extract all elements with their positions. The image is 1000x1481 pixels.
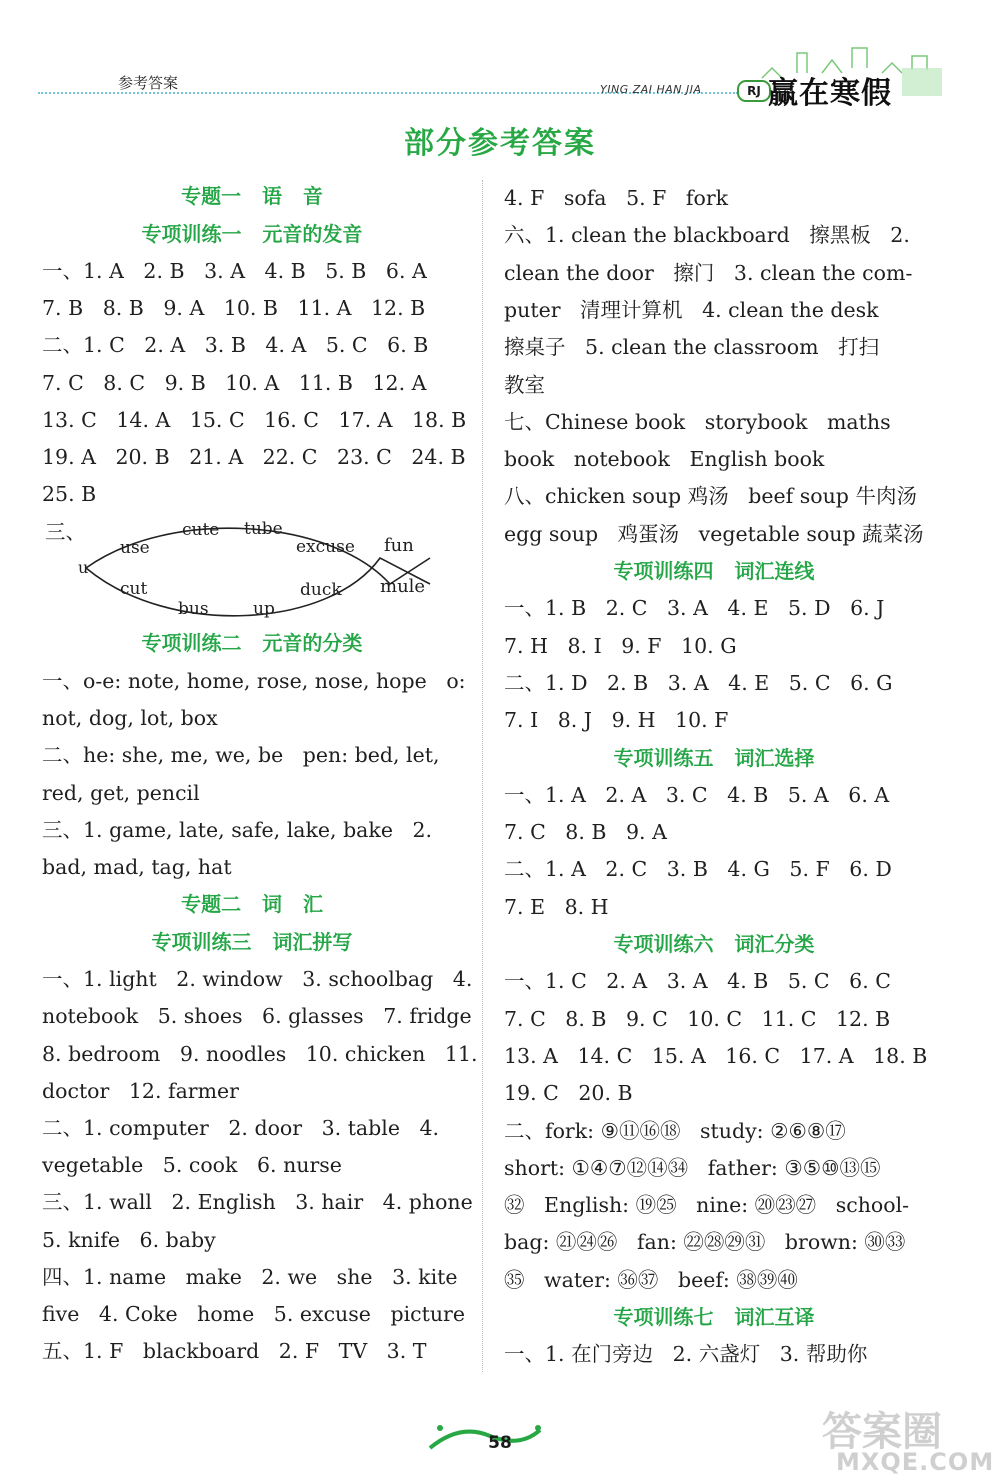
section-heading: 专项训练一 元音的发音 [141, 221, 363, 246]
answer-line: red, get, pencil [42, 780, 200, 805]
brand-pinyin: YING ZAI HAN JIA [600, 83, 702, 96]
answer-line: 二、1. C 2. A 3. B 4. A 5. C 6. B [42, 333, 429, 358]
answer-line: 25. B [42, 482, 97, 507]
answer-line: 7. H 8. I 9. F 10. G [504, 633, 737, 658]
answer-line: 二、he: she, me, we, be pen: bed, let, [42, 743, 440, 768]
answer-line: bad, mad, tag, hat [42, 854, 232, 879]
answer-line: 五、1. F blackboard 2. F TV 3. T [42, 1339, 427, 1364]
diagram-word: duck [300, 580, 342, 600]
section-heading: 专项训练五 词汇选择 [613, 745, 815, 770]
diagram-word: up [253, 599, 275, 619]
answer-line: 三、1. wall 2. English 3. hair 4. phone [42, 1190, 473, 1215]
diagram-root: u [78, 558, 89, 577]
answer-line: 7. B 8. B 9. A 10. B 11. A 12. B [42, 296, 426, 321]
diagram-word: mule [380, 576, 426, 597]
answer-line: 5. knife 6. baby [42, 1227, 216, 1252]
answer-line: clean the door 擦门 3. clean the com- [504, 260, 913, 285]
section-heading: 专项训练三 词汇拼写 [151, 929, 353, 954]
answer-line: 7. C 8. B 9. C 10. C 11. C 12. B [504, 1006, 891, 1031]
answer-line: 二、1. computer 2. door 3. table 4. [42, 1115, 440, 1140]
diagram-word: fun [384, 535, 414, 556]
diagram-word: use [120, 538, 150, 558]
answer-line: 7. C 8. B 9. A [504, 820, 667, 845]
brand-logo: 赢在寒假 [768, 76, 892, 111]
answer-line: doctor 12. farmer [42, 1078, 239, 1103]
answer-line: 七、Chinese book storybook maths [504, 409, 891, 434]
answer-line: bag: ㉑㉔㉖ fan: ㉒㉘㉙㉛ brown: ㉚㉝ [504, 1230, 906, 1255]
diagram-word: cut [120, 579, 148, 599]
answer-line: 19. A 20. B 21. A 22. C 23. C 24. B [42, 445, 466, 469]
diagram-word: cute [182, 520, 220, 540]
answer-line: 一、1. 在门旁边 2. 六盏灯 3. 帮助你 [504, 1342, 868, 1367]
answer-line: 三、1. game, late, safe, lake, bake 2. [42, 817, 433, 842]
answer-line: 擦桌子 5. clean the classroom 打扫 [504, 335, 880, 360]
answer-line: 8. bedroom 9. noodles 10. chicken 11. [42, 1041, 478, 1066]
answer-line: 一、1. A 2. A 3. C 4. B 5. A 6. A [504, 782, 890, 807]
page-number: 58 [488, 1433, 512, 1453]
answer-line: book notebook English book [504, 447, 825, 472]
section-heading: 专题二 词 汇 [181, 892, 323, 917]
diagram-word: bus [178, 599, 209, 619]
answer-line: puter 清理计算机 4. clean the desk [504, 297, 879, 322]
answer-line: short: ①④⑦⑫⑭㉞ father: ③⑤⑩⑬⑮ [504, 1155, 881, 1180]
answer-line: 教室 [504, 372, 545, 397]
answer-line: 13. A 14. C 15. A 16. C 17. A 18. B [504, 1043, 928, 1068]
column-divider [482, 180, 483, 1372]
answer-line: 19. C 20. B [504, 1081, 633, 1106]
answer-line: 二、fork: ⑨⑪⑯⑱ study: ②⑥⑧⑰ [504, 1118, 846, 1143]
answer-line: 一、1. light 2. window 3. schoolbag 4. [42, 967, 473, 992]
answer-line: vegetable 5. cook 6. nurse [42, 1153, 342, 1178]
answer-line: 一、1. A 2. B 3. A 4. B 5. B 6. A [42, 259, 427, 283]
diagram-word: excuse [296, 537, 355, 557]
answer-line: 八、chicken soup 鸡汤 beef soup 牛肉汤 [504, 484, 917, 509]
answer-line: 7. I 8. J 9. H 10. F [504, 708, 729, 733]
section-label: 参考答案 [118, 74, 179, 92]
answer-line: five 4. Coke home 5. excuse picture [42, 1301, 465, 1326]
answer-line: 六、1. clean the blackboard 擦黑板 2. [504, 223, 910, 248]
section-heading: 专题一 语 音 [181, 184, 323, 208]
answer-line: 二、1. A 2. C 3. B 4. G 5. F 6. D [504, 857, 892, 882]
page-title: 部分参考答案 [404, 126, 596, 161]
answer-line: notebook 5. shoes 6. glasses 7. fridge [42, 1004, 472, 1029]
answer-line: 二、1. D 2. B 3. A 4. E 5. C 6. G [504, 670, 893, 695]
section-heading: 专项训练七 词汇互译 [613, 1305, 815, 1329]
edition-badge: RJ [737, 80, 771, 102]
answer-line: ㉟ water: ㊱㊲ beef: ㊳㊴㊵ [504, 1267, 798, 1292]
watermark-logo: 答案圈 [822, 1409, 942, 1455]
section-heading: 专项训练六 词汇分类 [613, 932, 815, 956]
diagram-label: 三、 [45, 520, 86, 544]
answer-line: ㉜ English: ⑲㉕ nine: ⑳㉓㉗ school- [504, 1193, 910, 1218]
answer-line: 7. C 8. C 9. B 10. A 11. B 12. A [42, 370, 427, 395]
answer-line: 一、1. C 2. A 3. A 4. B 5. C 6. C [504, 969, 891, 994]
answer-line: 一、o-e: note, home, rose, nose, hope o: [42, 668, 466, 693]
answer-line: 四、1. name make 2. we she 3. kite [42, 1264, 458, 1289]
section-heading: 专项训练二 元音的分类 [141, 631, 363, 656]
section-heading: 专项训练四 词汇连线 [613, 559, 815, 583]
diagram-word: tube [244, 519, 283, 539]
answer-line: 一、1. B 2. C 3. A 4. E 5. D 6. J [504, 596, 885, 621]
watermark-url: MXQE.COM [836, 1448, 995, 1476]
answer-line: 4. F sofa 5. F fork [504, 186, 729, 210]
answer-line: 13. C 14. A 15. C 16. C 17. A 18. B [42, 407, 467, 432]
answer-line: not, dog, lot, box [42, 706, 218, 731]
answer-line: 7. E 8. H [504, 894, 609, 919]
answer-line: egg soup 鸡蛋汤 vegetable soup 蔬菜汤 [504, 521, 924, 546]
